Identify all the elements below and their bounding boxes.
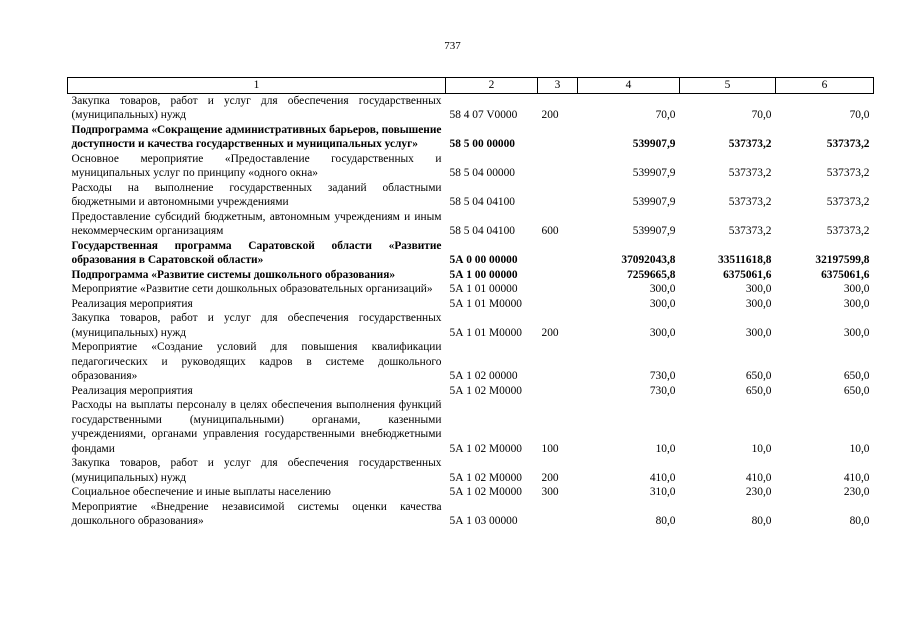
row-target-code: 58 5 04 00000 (449, 167, 515, 179)
row-value-2: 537373,2 (728, 167, 772, 179)
row-value-1: 300,0 (649, 326, 676, 339)
row-value-2: 537373,2 (728, 225, 772, 237)
row-description: Основное мероприятие «Предоставление государственных и муниципальных услуг по принципу «одного окна» (71, 152, 442, 179)
row-target-code: 5А 0 00 00000 (449, 254, 518, 266)
row-value-3: 70,0 (849, 109, 870, 121)
row-expense-type (538, 152, 578, 181)
row-expense-type (538, 268, 578, 283)
table-row (68, 340, 874, 384)
row-expense-type: 100 (541, 442, 559, 455)
row-target-code: 5А 1 02 М0000 (449, 486, 522, 498)
table-row (68, 93, 874, 123)
header-col-4: 4 (578, 78, 680, 94)
row-value-2: 537373,2 (728, 196, 772, 208)
row-value-2: 650,0 (745, 370, 772, 382)
row-expense-type (538, 282, 578, 297)
table-row (68, 500, 874, 529)
row-target-code: 58 5 04 04100 (449, 196, 515, 208)
row-target-code: 58 5 00 00000 (449, 138, 515, 150)
row-target-code: 5А 1 01 00000 (449, 283, 518, 295)
row-value-1: 730,0 (649, 370, 676, 382)
row-expense-type (538, 384, 578, 399)
row-target-code: 58 5 04 04100 (449, 225, 515, 237)
row-expense-type: 600 (541, 225, 559, 237)
row-description: Расходы на выплаты персоналу в целях обеспечения выполнения функций государственными (муниципальными) органами, казенными учреждениями, органами управления государственными внебюджетными фондами (71, 399, 442, 455)
row-value-1: 80,0 (655, 515, 676, 527)
row-target-code: 5А 1 02 М0000 (449, 442, 522, 455)
row-description: Реализация мероприятия (71, 297, 193, 310)
row-value-3: 10,0 (849, 442, 870, 455)
row-expense-type: 200 (541, 471, 559, 484)
table-row (68, 456, 874, 485)
row-value-2: 650,0 (745, 384, 772, 397)
row-value-3: 537373,2 (826, 225, 870, 237)
row-value-1: 300,0 (649, 297, 676, 310)
table-row (68, 485, 874, 500)
table-row (68, 398, 874, 456)
table-header-row (68, 78, 874, 94)
table-row (68, 152, 874, 181)
row-target-code: 58 4 07 V0000 (449, 109, 518, 121)
row-expense-type: 200 (541, 326, 559, 339)
row-expense-type: 200 (541, 109, 559, 121)
row-description: Социальное обеспечение и иные выплаты населению (71, 486, 331, 498)
row-description: Подпрограмма «Развитие системы дошкольного образования» (71, 268, 396, 281)
table-row (68, 239, 874, 268)
row-value-3: 300,0 (843, 326, 870, 339)
row-value-1: 7259665,8 (627, 268, 676, 281)
table-row (68, 268, 874, 283)
row-description: Закупка товаров, работ и услуг для обеспечения государственных (муниципальных) нужд (71, 312, 442, 339)
row-value-2: 300,0 (745, 326, 772, 339)
row-value-3: 300,0 (843, 297, 870, 310)
row-description: Реализация мероприятия (71, 384, 193, 397)
row-value-3: 230,0 (843, 486, 870, 498)
table-row (68, 384, 874, 399)
row-value-1: 539907,9 (632, 196, 676, 208)
table-row (68, 282, 874, 297)
row-value-2: 80,0 (751, 515, 772, 527)
row-expense-type (538, 340, 578, 384)
row-value-2: 300,0 (745, 297, 772, 310)
row-value-3: 410,0 (843, 471, 870, 484)
row-description: Закупка товаров, работ и услуг для обеспечения государственных (муниципальных) нужд (71, 457, 442, 484)
table-row (68, 181, 874, 210)
row-value-3: 6375061,6 (821, 268, 870, 281)
row-value-2: 33511618,8 (718, 254, 772, 266)
row-description: Мероприятие «Развитие сети дошкольных образовательных организаций» (71, 283, 433, 295)
row-target-code: 5А 1 01 М0000 (449, 297, 522, 310)
row-description: Предоставление субсидий бюджетным, автономным учреждениям и иным некоммерческим организациям (71, 210, 442, 237)
row-expense-type (538, 181, 578, 210)
row-value-1: 310,0 (649, 486, 676, 498)
row-value-1: 70,0 (655, 109, 676, 121)
row-value-3: 650,0 (843, 384, 870, 397)
row-target-code: 5А 1 03 00000 (449, 515, 518, 527)
row-description: Мероприятие «Внедрение независимой системы оценки качества дошкольного образования» (71, 500, 442, 527)
row-value-2: 10,0 (751, 442, 772, 455)
row-description: Подпрограмма «Сокращение административных барьеров, повышение доступности и качества государственных и муниципальных услуг» (71, 123, 442, 150)
row-value-3: 537373,2 (826, 196, 870, 208)
row-expense-type (538, 297, 578, 312)
row-value-3: 650,0 (843, 370, 870, 382)
budget-table (67, 77, 874, 529)
row-description: Мероприятие «Создание условий для повышения квалификации педагогических и руководящих кадров в системе дошкольного образования» (71, 341, 442, 382)
row-value-1: 410,0 (649, 471, 676, 484)
row-description: Закупка товаров, работ и услуг для обеспечения государственных (муниципальных) нужд (71, 94, 442, 121)
table-row (68, 311, 874, 340)
row-expense-type (538, 239, 578, 268)
row-target-code: 5А 1 00 00000 (449, 268, 518, 281)
row-description: Государственная программа Саратовской области «Развитие образования в Саратовской области» (71, 239, 442, 266)
row-value-1: 300,0 (649, 283, 676, 295)
row-value-2: 70,0 (751, 109, 772, 121)
row-expense-type (538, 500, 578, 529)
table-row (68, 297, 874, 312)
row-value-1: 37092043,8 (621, 254, 676, 266)
row-value-3: 80,0 (849, 515, 870, 527)
row-value-2: 230,0 (745, 486, 772, 498)
row-value-1: 539907,9 (632, 167, 676, 179)
header-col-5: 5 (680, 78, 776, 94)
row-expense-type: 300 (541, 486, 559, 498)
page-number: 737 (444, 40, 461, 52)
header-col-2: 2 (446, 78, 538, 94)
row-target-code: 5А 1 02 00000 (449, 370, 518, 382)
row-value-2: 537373,2 (728, 138, 772, 150)
row-value-2: 410,0 (745, 471, 772, 484)
row-target-code: 5А 1 02 М0000 (449, 384, 522, 397)
row-value-3: 32197599,8 (815, 254, 870, 266)
row-value-1: 539907,9 (632, 138, 676, 150)
table-row (68, 123, 874, 152)
row-description: Расходы на выполнение государственных заданий областными бюджетными и автономными учреждениями (71, 181, 442, 208)
row-value-3: 300,0 (843, 283, 870, 295)
table-row (68, 210, 874, 239)
header-col-6: 6 (776, 78, 874, 94)
row-value-2: 6375061,6 (723, 268, 772, 281)
row-value-3: 537373,2 (826, 138, 870, 150)
row-expense-type (538, 123, 578, 152)
row-target-code: 5А 1 01 М0000 (449, 326, 522, 339)
row-value-1: 10,0 (655, 442, 676, 455)
header-col-1: 1 (68, 78, 446, 94)
row-value-1: 730,0 (649, 384, 676, 397)
row-value-3: 537373,2 (826, 167, 870, 179)
row-value-1: 539907,9 (632, 225, 676, 237)
row-value-2: 300,0 (745, 283, 772, 295)
header-col-3: 3 (538, 78, 578, 94)
row-target-code: 5А 1 02 М0000 (449, 471, 522, 484)
